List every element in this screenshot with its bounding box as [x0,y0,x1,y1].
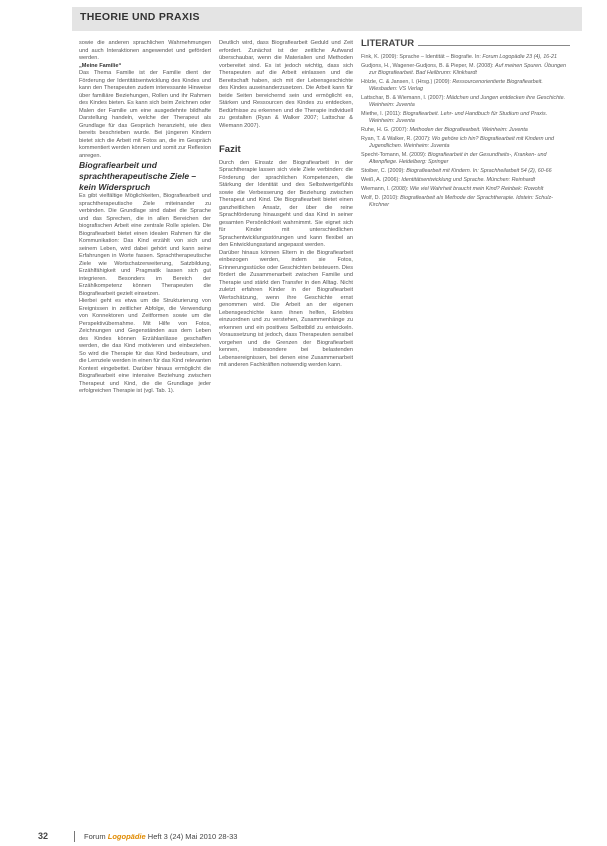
reference-item [361,111,570,125]
reference-author: Lattschar, B. & Wiemann, I. (2007): [361,94,447,101]
paragraph: Es gibt vielfältige Möglichkeiten, Biografiearbeit und sprachtherapeutische Ziele miteinander zu verbinden. Die Grundlage sind dabei die Sprache und das Sprechen, die in allen Bereichen der biografischen Arbeit eine zentrale Rolle spielen. Die Biografiearbeit bietet einen idealen Rahmen für die Kommunikation: Das Kind erzählt von sich und seinem Leben, wird dabei gehört und kann seine Erfahrungen in Worte fassen. Sprachtherapeutische Ziele wie Wortschatzerweiterung, Satzbildung, Erzählfähigkeit und Pragmatik lassen sich gut integrieren. Besonders im Bereich der Erzählkompetenz können Therapeuten die Biografiearbeit gezielt einsetzen. [79,193,211,297]
journal-name: Forum [84,832,108,841]
reference-title: Biografiearbeit. Lehr- und Handbuch für Studium und Praxis. Weinheim: Juventa [369,110,548,124]
literature-heading-label: LITERATUR [361,38,415,49]
reference-item [361,127,570,134]
reference-author: Hölzle, C. & Jansen, I. (Hrsg.) (2009): [361,78,453,85]
reference-title: Mädchen und Jungen entdecken ihre Geschichte. Weinheim: Juventa [369,94,566,108]
reference-item [361,63,570,77]
column-literature [361,40,570,211]
column-left [79,40,211,396]
reference-author: Ryan, T. & Walker, R. (2007): [361,135,433,142]
section-title: THEORIE UND PRAXIS [80,11,200,23]
paragraph-family: Das Thema Familie ist der Familie dient der Förderung der Identitätsentwicklung des Kindes und kann den Therapeuten zudem interessante Hinweise über familiäre Beziehungen, Rollen und ihr Rahmen des Kindes bieten. Es kann sich beim Zeichnen oder Malen der Familie um eine ausgedehnte bildhafte Darstellung handeln, welche der Therapeut als Grundlage für das Gespräch heranzieht, wie dies bereits beschrieben wurde. Bei jüngeren Kindern bietet sich die Arbeit mit Fotos an, die im Gespräch kommentiert werden können und somit zur Reflexion anregen. [79,70,211,159]
heading-rule [418,45,570,46]
reference-item [361,79,570,93]
page-number: 32 [38,831,49,841]
reference-item [361,54,570,61]
reference-title: Wo gehöre ich hin? Biografiearbeit mit Kindern und Jugendlichen. Weinheim: Juventa [369,135,554,149]
reference-author: Ruhe, H. G. (2007): [361,126,410,133]
reference-item [361,168,570,175]
paragraph: Hierbei geht es etwa um die Strukturierung von Ereignissen in zeitlicher Abfolge, die Verwendung von Konnektoren und Zeitformen sowie um die Perspektivübernahme. Mit Hilfe von Fotos, Zeichnungen und Gegenständen aus dem Leben des Kindes können Erzählanlässe geschaffen werden, die das Kind motivieren und einbeziehen. So wird die Therapie für das Kind bedeutsam, und die Lernziele werden in einen für das Kind relevanten Kontext eingebettet. Darüber hinaus ermöglicht die Biografiearbeit eine intensive Beziehung zwischen Therapeut und Kind, die die Grundlage jeder erfolgreichen Therapie ist (vgl. Tab. 1). [79,298,211,394]
reference-author: Specht-Tomann, M. (2009): [361,151,428,158]
footer-divider [74,831,75,842]
reference-title: Biografiearbeit in der Gesundheits-, Kranken- und Altenpflege. Heidelberg: Springer [369,151,547,165]
fazit-heading: Fazit [219,144,241,155]
reference-title: Methoden der Biografiearbeit. Weinheim: Juventa [409,126,528,133]
footer-text [84,832,237,841]
journal-brand: Logopädie [107,832,146,841]
reference-title: Ressourcenorientierte Biografiearbeit. Wiesbaden: VS Verlag [369,78,543,92]
reference-author: Miethe, I. (2011): [361,110,403,117]
reference-author: Fink, K. (2009): Sprache – Identität – Biografie. In: [361,53,483,60]
reference-title: Forum Logopädie 23 (4), 16-21 [482,53,557,60]
paragraph: Darüber hinaus können Eltern in die Biografiearbeit einbezogen werden, indem sie Fotos, Erinnerungsstücke oder Geschichten beisteuern. Dies fördert die Zusammenarbeit zwischen Familie und Therapie und stärkt den Transfer in den Alltag. Nicht zuletzt erfahren Kinder in der Biografiearbeit Wertschätzung, wenn ihre Geschichte ernst genommen wird. Die Arbeit an der eigenen Lebensgeschichte kann ihnen helfen, Erlebtes einzuordnen und zu verstehen, Zusammenhänge zu erkennen und ein positives Selbstbild zu entwickeln. Voraussetzung ist jedoch, dass Therapeuten sensibel vorgehen und die Grenzen der Biografiearbeit kennen, insbesondere bei belastenden Lebensereignissen, bei denen eine Zusammenarbeit mit anderen Fachkräften notwendig werden kann. [219,249,353,368]
issue-info: Heft 3 (24) Mai 2010 28-33 [147,832,238,841]
reference-author: Stoiber, C. (2009): [361,167,407,174]
reference-list [361,54,570,209]
literature-heading [361,40,570,48]
reference-title: Wie viel Wahrheit braucht mein Kind? Reinbek: Rowohlt [409,185,544,192]
reference-title: Auf meinen Spuren. Übungen zur Biografiearbeit. Bad Heilbrunn: Klinkhardt [369,62,567,76]
reference-item [361,186,570,193]
paragraph: Durch den Einsatz der Biografiearbeit in der Sprachtherapie lassen sich viele Ziele verbinden: die Förderung der sprachlichen Kompetenzen, die Stärkung der Identität und des Selbstwertgefühls sowie die Verbesserung der Beziehung zwischen Therapeut und Kind. Die Biografiearbeit bietet einen ganzheitlichen Ansatz, der über die reine Sprachförderung hinausgeht und das Kind in seiner gesamten Persönlichkeit wahrnimmt. Sie eignet sich für Kinder mit unterschiedlichen Sprachentwicklungsstörungen und kann flexibel an den Entwicklungsstand angepasst werden. [219,159,353,248]
subheading-family: „Meine Familie“ [79,62,122,69]
reference-item [361,136,570,150]
column-middle [219,40,353,370]
intro-paragraph: sowie die anderen sprachlichen Wahrnehmungen und auch Interaktionen angewendet und gefördert werden. [79,40,211,61]
reference-item [361,177,570,184]
reference-author: Wiemann, I. (2008): [361,185,410,192]
reference-title: Biografiearbeit mit Kindern. In: Sprachheilarbeit 54 (2), 60-66 [406,167,552,174]
reference-title: Identitätsentwicklung und Sprache. München: Reinhardt [401,176,536,183]
reference-author: Wolf, D. (2010): [361,194,401,201]
paragraph: Deutlich wird, dass Biografiearbeit Geduld und Zeit erfordert. Zunächst ist der zeitliche Aufwand überschaubar, wenn die Materialien und Methoden vorbereitet sind. Es ist jedoch wichtig, dass sich Therapeuten auf die Arbeit einlassen und die Bereitschaft haben, sich mit der Lebensgeschichte des Kindes auseinanderzusetzen. Die Arbeit kann für beide Seiten bereichernd sein und ermöglicht es, Stärken und Ressourcen des Kindes zu entdecken, Bedürfnisse zu erkennen und die Therapie individuell zu gestalten (Ryan & Walker 2007; Lattschar & Wiemann 2007). [219,40,353,129]
page-footer [22,831,592,843]
reference-author: Weiß, A. (2006): [361,176,402,183]
reference-author: Gudjons, H., Wagener-Gudjons, B. & Pieper, M. (2008): [361,62,496,69]
reference-item [361,95,570,109]
reference-title: Biografiearbeit als Methode der Sprachtherapie. Idstein: Schulz-Kirchner [369,194,553,208]
section-heading: Biografiearbeit und sprachtherapeutische Ziele – kein Widerspruch [79,160,197,192]
reference-item [361,152,570,166]
reference-item [361,195,570,209]
